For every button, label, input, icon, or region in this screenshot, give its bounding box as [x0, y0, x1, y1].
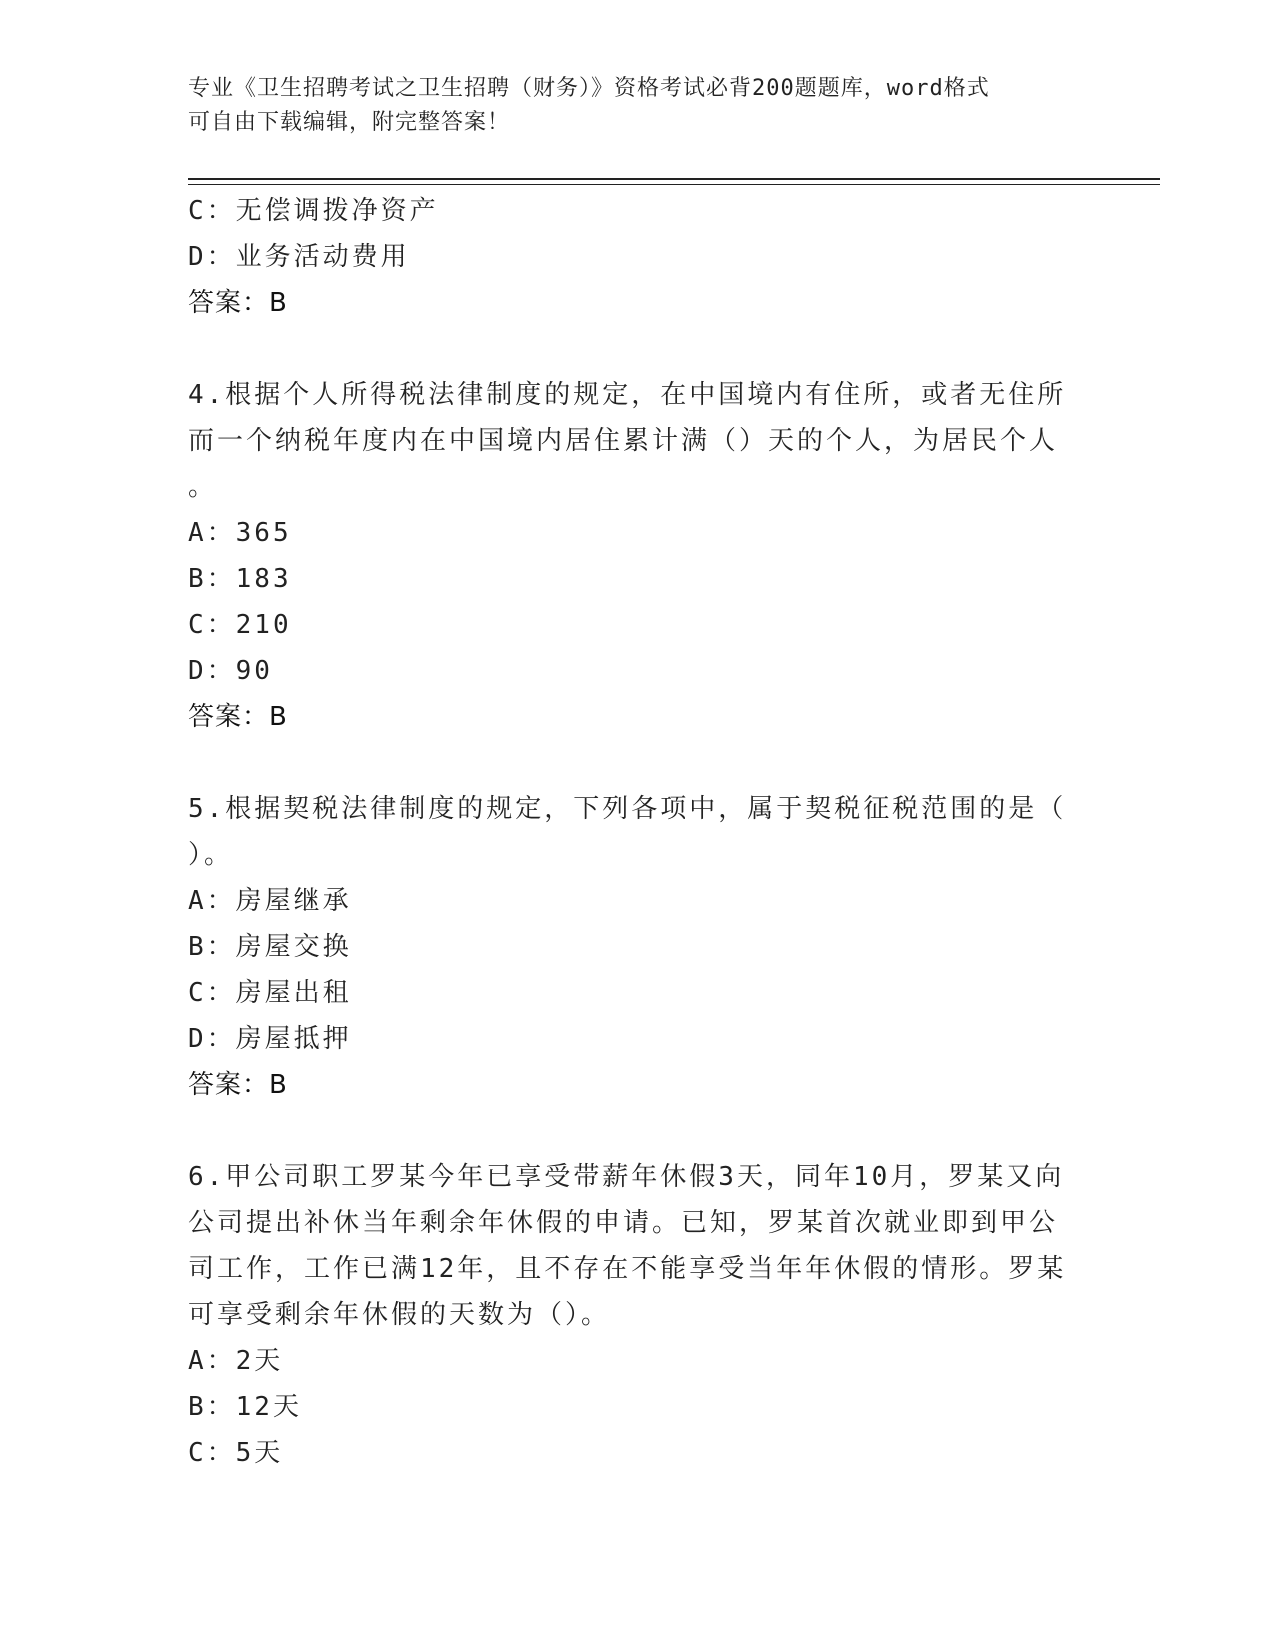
option-a: A：房屋继承: [188, 886, 352, 916]
option-c: C：无偿调拨净资产: [188, 196, 439, 226]
question-stem: 。: [188, 472, 218, 502]
option-b: B：房屋交换: [188, 932, 352, 962]
question-stem: 公司提出补休当年剩余年休假的申请。已知，罗某首次就业即到甲公: [188, 1208, 1059, 1238]
option-c: C：210: [188, 610, 292, 640]
question-5: [188, 786, 1088, 1108]
question-4: [188, 372, 1088, 740]
option-a: A：365: [188, 518, 292, 548]
option-b: B：183: [188, 564, 292, 594]
option-d: D：90: [188, 656, 273, 686]
prev-question-tail: [188, 188, 1088, 326]
header-rule-thin: [188, 184, 1160, 185]
header-line-1: 专业《卫生招聘考试之卫生招聘（财务）》资格考试必背200题题库，word格式: [188, 76, 990, 101]
question-stem: 可享受剩余年休假的天数为（）。: [188, 1300, 611, 1330]
spacer: [188, 1108, 1088, 1154]
answer-line: 答案：B: [188, 1070, 288, 1100]
answer-line: 答案：B: [188, 288, 288, 318]
option-a: A：2天: [188, 1346, 284, 1376]
document-header: [188, 72, 1068, 140]
question-stem: 司工作，工作已满12年，且不存在不能享受当年年休假的情形。罗某: [188, 1254, 1067, 1284]
option-c: C：5天: [188, 1438, 284, 1468]
document-body: [188, 188, 1088, 1476]
spacer: [188, 740, 1088, 786]
question-6: [188, 1154, 1088, 1476]
option-c: C：房屋出租: [188, 978, 352, 1008]
question-stem: 6.甲公司职工罗某今年已享受带薪年休假3天，同年10月，罗某又向: [188, 1162, 1065, 1192]
option-d: D：业务活动费用: [188, 242, 410, 272]
header-rule-thick: [188, 178, 1160, 180]
spacer: [188, 326, 1088, 372]
question-stem: 5.根据契税法律制度的规定，下列各项中，属于契税征税范围的是（: [188, 794, 1067, 824]
question-stem: ）。: [188, 840, 234, 870]
header-line-2: 可自由下载编辑，附完整答案！: [188, 110, 511, 135]
question-stem: 4.根据个人所得税法律制度的规定，在中国境内有住所，或者无住所: [188, 380, 1067, 410]
option-b: B：12天: [188, 1392, 302, 1422]
option-d: D：房屋抵押: [188, 1024, 352, 1054]
answer-line: 答案：B: [188, 702, 288, 732]
question-stem: 而一个纳税年度内在中国境内居住累计满（）天的个人，为居民个人: [188, 426, 1059, 456]
